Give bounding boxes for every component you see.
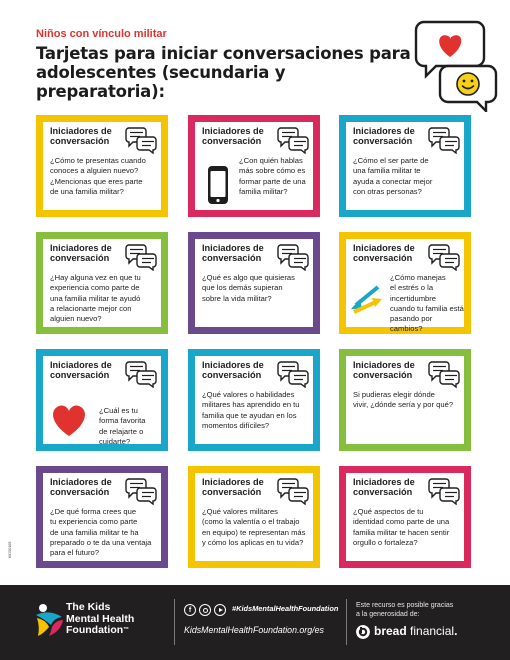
card-question — [353, 507, 449, 548]
card-header-line: conversación — [353, 370, 413, 380]
card-header — [202, 243, 264, 263]
card-question-line: y cómo los aplicas en tu vida? — [202, 537, 304, 547]
card-question-line: ¿De qué forma crees que — [50, 507, 137, 516]
card-question-line: familia militar te hacen sentir — [353, 527, 450, 537]
card-header-line: conversación — [50, 487, 110, 497]
sponsor-name-light: financial — [410, 624, 455, 638]
card-question — [202, 273, 295, 304]
chat-bubbles-icon — [125, 477, 157, 505]
card-header-line: conversación — [353, 136, 413, 146]
divider — [174, 599, 175, 645]
chat-bubbles-icon — [277, 360, 309, 388]
card-header-line: conversación — [50, 253, 110, 263]
card-header-line: Iniciadores de — [202, 126, 264, 136]
card-question-line: conoces a alguien nuevo? — [50, 166, 139, 176]
card-question — [99, 406, 145, 447]
card-header — [353, 243, 415, 263]
kmh-logo-icon — [34, 603, 64, 637]
card-question-line: ¿Qué aspectos de tu — [353, 507, 424, 516]
chat-bubbles-icon — [428, 477, 460, 505]
card-question-line: sobre la vida militar? — [202, 293, 272, 303]
conversation-card — [188, 115, 320, 217]
card-question-line: ¿Cuál es tu — [99, 406, 138, 415]
card-header — [202, 477, 264, 497]
card-question-line: una familia militar te ayudó — [50, 293, 141, 303]
card-question — [202, 507, 305, 548]
card-question-line: ayuda a conectar mejor — [353, 176, 433, 186]
speech-bubbles-illustration — [414, 16, 500, 112]
social-icons — [184, 604, 226, 616]
card-header-line: Iniciadores de — [50, 477, 112, 487]
facebook-icon[interactable]: f — [184, 604, 196, 616]
card-header — [50, 360, 112, 380]
org-name-line: Mental Health — [66, 612, 135, 625]
conversation-card — [36, 349, 168, 451]
card-question-line: (como la valentía o el trabajo — [202, 517, 300, 527]
credit-line: a la generosidad de: — [356, 611, 420, 618]
website-link[interactable]: KidsMentalHealthFoundation.org/es — [184, 625, 324, 635]
credit-line: Este recurso es posible gracias — [356, 602, 454, 609]
card-question-line: pasando por cambios? — [390, 314, 433, 334]
card-question-line: de relajarte o — [99, 426, 144, 436]
sponsor-name-bold: bread — [374, 624, 407, 638]
card-question-line: que los demás supieran — [202, 283, 283, 293]
card-header — [50, 243, 112, 263]
card-question-line: tu experiencia como parte — [50, 517, 138, 527]
card-header-line: Iniciadores de — [202, 243, 264, 253]
chat-bubbles-icon — [428, 126, 460, 154]
card-question — [50, 507, 151, 558]
card-question-line: ¿Cómo manejas — [390, 273, 446, 282]
card-header-line: Iniciadores de — [50, 126, 112, 136]
kicker: Niños con vínculo militar — [36, 28, 167, 40]
footer — [0, 585, 510, 660]
chat-bubbles-icon — [277, 477, 309, 505]
card-question-line: familia que te ayudan en los — [202, 410, 297, 420]
org-name — [66, 602, 134, 637]
card-question-line: ¿Qué valores o habilidades — [202, 390, 295, 399]
card-header-line: conversación — [50, 136, 110, 146]
card-question-line: vivir, ¿dónde sería y por qué? — [353, 400, 454, 410]
card-question — [239, 156, 306, 197]
conversation-card — [36, 232, 168, 334]
card-header-line: conversación — [202, 487, 262, 497]
card-question — [353, 156, 432, 197]
page-title — [36, 44, 416, 101]
card-question-line: ¿Mencionas que eres parte — [50, 176, 143, 186]
card-header-line: Iniciadores de — [353, 126, 415, 136]
chat-bubbles-icon — [125, 360, 157, 388]
heart-icon — [49, 402, 89, 438]
card-question-line: en equipo) te representan más — [202, 527, 306, 537]
card-question — [390, 273, 464, 335]
card-header — [353, 477, 415, 497]
card-question-line: cuidarte? — [99, 436, 131, 446]
card-question-line: ¿Cómo te presentas cuando — [50, 156, 146, 165]
card-question-line: momentos difíciles? — [202, 420, 270, 430]
card-header-line: Iniciadores de — [353, 477, 415, 487]
card-question-line: militares has aprendido en tu — [202, 400, 300, 410]
bread-financial-logo-icon — [356, 625, 370, 639]
org-name-line-3: Foundation — [66, 624, 124, 636]
card-question-line: cuando tu familia está — [390, 303, 464, 313]
title-line: adolescentes (secundaria y preparatoria): — [36, 63, 286, 101]
conversation-card — [188, 466, 320, 568]
card-header-line: Iniciadores de — [50, 360, 112, 370]
card-question-line: ¿Qué valores militares — [202, 507, 278, 516]
arrows-icon — [348, 285, 384, 315]
card-header-line: conversación — [202, 136, 262, 146]
card-header-line: Iniciadores de — [202, 360, 264, 370]
chat-bubbles-icon — [125, 243, 157, 271]
card-question-line: formar parte de una — [239, 176, 306, 186]
card-question-line: familia militar? — [239, 186, 288, 196]
card-question-line: con otras personas? — [353, 186, 422, 196]
card-header — [50, 126, 112, 146]
card-question-line: de una familia militar te ha — [50, 527, 139, 537]
card-question — [353, 390, 453, 411]
card-header-line: conversación — [50, 370, 110, 380]
chat-bubbles-icon — [277, 243, 309, 271]
card-question — [202, 390, 300, 431]
side-code: KIDS0165 — [8, 541, 12, 558]
card-header-line: Iniciadores de — [353, 360, 415, 370]
card-question-line: el estrés o la — [390, 283, 434, 293]
card-header — [202, 360, 264, 380]
smiley-bubble-icon — [440, 66, 496, 111]
title-line: Tarjetas para iniciar conversaciones para — [36, 44, 411, 63]
card-question-line: ¿Hay alguna vez en que tu — [50, 273, 141, 282]
instagram-icon[interactable] — [199, 604, 211, 616]
card-header-line: Iniciadores de — [202, 477, 264, 487]
card-header-line: conversación — [353, 487, 413, 497]
card-question-line: ¿Cómo el ser parte de — [353, 156, 429, 165]
divider — [346, 599, 347, 645]
card-question-line: incertidumbre — [390, 293, 437, 303]
card-question-line: de una familia militar? — [50, 186, 124, 196]
card-question — [50, 156, 146, 197]
card-header — [50, 477, 112, 497]
card-question-line: identidad como parte de una — [353, 517, 450, 527]
card-header-line: conversación — [353, 253, 413, 263]
card-question-line: preparado o te da una ventaja — [50, 537, 152, 547]
chat-bubbles-icon — [277, 126, 309, 154]
org-name-line: The Kids — [66, 601, 111, 613]
conversation-card — [339, 349, 471, 451]
card-header-line: Iniciadores de — [50, 243, 112, 253]
card-header-line: conversación — [202, 370, 262, 380]
chat-bubbles-icon — [125, 126, 157, 154]
sponsor-name-mark: . — [454, 624, 458, 638]
conversation-card — [339, 232, 471, 334]
youtube-icon[interactable] — [214, 604, 226, 616]
conversation-card — [188, 349, 320, 451]
card-question-line: ¿Qué es algo que quisieras — [202, 273, 295, 282]
card-question-line: más sobre cómo es — [239, 166, 306, 176]
conversation-card — [36, 466, 168, 568]
conversation-card — [36, 115, 168, 217]
conversation-card — [339, 466, 471, 568]
phone-icon — [207, 165, 229, 205]
sponsor-name — [374, 624, 457, 638]
card-question-line: para el futuro? — [50, 548, 99, 558]
sponsor-credit — [356, 601, 453, 619]
card-header-line: conversación — [202, 253, 262, 263]
card-question-line: forma favorita — [99, 416, 146, 426]
card-question-line: orgullo o fortaleza? — [353, 537, 418, 547]
chat-bubbles-icon — [428, 243, 460, 271]
conversation-card — [188, 232, 320, 334]
card-question-line: a relacionarte mejor con — [50, 303, 132, 313]
card-question-line: alguien nuevo? — [50, 314, 102, 324]
trademark: ™ — [123, 627, 130, 633]
hashtag: #KidsMentalHealthFoundation — [232, 604, 339, 613]
card-question — [50, 273, 141, 324]
card-header — [202, 126, 264, 146]
card-header-line: Iniciadores de — [353, 243, 415, 253]
card-header — [353, 126, 415, 146]
card-question-line: una familia militar te — [353, 166, 421, 176]
card-question-line: Si pudieras elegir dónde — [353, 390, 435, 399]
conversation-card — [339, 115, 471, 217]
card-header — [353, 360, 415, 380]
card-question-line: experiencia como parte de — [50, 283, 140, 293]
card-question-line: ¿Con quién hablas — [239, 156, 303, 165]
chat-bubbles-icon — [428, 360, 460, 388]
org-name-line — [66, 625, 134, 637]
